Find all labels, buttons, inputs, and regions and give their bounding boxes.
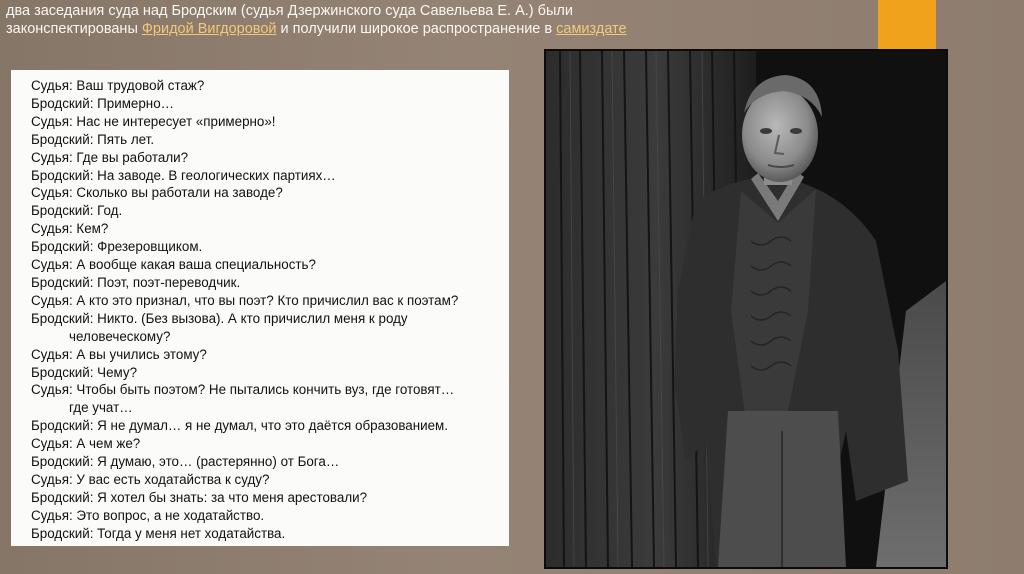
transcript-line: Бродский: Пять лет. — [31, 131, 155, 147]
samizdat-link[interactable]: самиздате — [556, 21, 627, 37]
transcript-line: Судья: Сколько вы работали на заводе? — [31, 185, 283, 201]
transcript-line: Бродский: Чему? — [31, 364, 138, 380]
accent-block — [878, 0, 936, 49]
trial-transcript — [31, 77, 507, 543]
transcript-line: Судья: А вы учились этому? — [31, 346, 207, 362]
vigdorova-link[interactable]: Фридой Вигдоровой — [141, 21, 277, 37]
transcript-line: Бродский: На заводе. В геологических партиях… — [31, 167, 336, 183]
transcript-line: Бродский: Год. — [31, 203, 123, 219]
transcript-line: Судья: А чем же? — [31, 436, 141, 452]
transcript-line: Судья: А вообще какая ваша специальность? — [31, 257, 316, 273]
header-line-1: два заседания суда над Бродским (судья Дзержинского суда Савельева Е. А.) были — [6, 3, 573, 19]
transcript-line: Бродский: Примерно… — [31, 95, 175, 111]
transcript-line: Судья: Где вы работали? — [31, 149, 189, 165]
transcript-line-continuation: человеческому? — [69, 328, 171, 344]
transcript-line: Бродский: Фрезеровщиком. — [31, 239, 203, 255]
transcript-line: Бродский: Я думаю, это… (растерянно) от Бога… — [31, 454, 340, 470]
transcript-line: Судья: Это вопрос, а не ходатайство. — [31, 507, 265, 523]
transcript-panel — [11, 70, 509, 546]
transcript-line: Судья: Ваш трудовой стаж? — [31, 78, 205, 93]
header-text: и получили широкое распространение в — [276, 21, 557, 37]
transcript-line: Судья: У вас есть ходатайства к суду? — [31, 471, 270, 487]
slide-header — [6, 2, 876, 38]
transcript-line: Бродский: Поэт, поэт-переводчик. — [31, 274, 241, 290]
transcript-line: Бродский: Я не думал… я не думал, что это даётся образованием. — [31, 418, 448, 434]
transcript-line: Бродский: Я хотел бы знать: за что меня арестовали? — [31, 489, 368, 505]
portrait-photo — [546, 51, 946, 567]
transcript-line-continuation: где учат… — [69, 400, 133, 416]
transcript-line: Судья: Нас не интересует «примерно»! — [31, 113, 276, 129]
transcript-line: Судья: А кто это признал, что вы поэт? Кто причислил вас к поэтам? — [31, 292, 459, 308]
header-line-2 — [6, 20, 876, 38]
transcript-line: Бродский: Тогда у меня нет ходатайства. — [31, 525, 286, 541]
header-text: законспектированы — [6, 21, 142, 37]
transcript-line: Бродский: Никто. (Без вызова). А кто причислил меня к роду — [31, 310, 408, 326]
transcript-line: Судья: Чтобы быть поэтом? Не пытались кончить вуз, где готовят… — [31, 382, 455, 398]
transcript-line: Судья: Кем? — [31, 221, 109, 237]
